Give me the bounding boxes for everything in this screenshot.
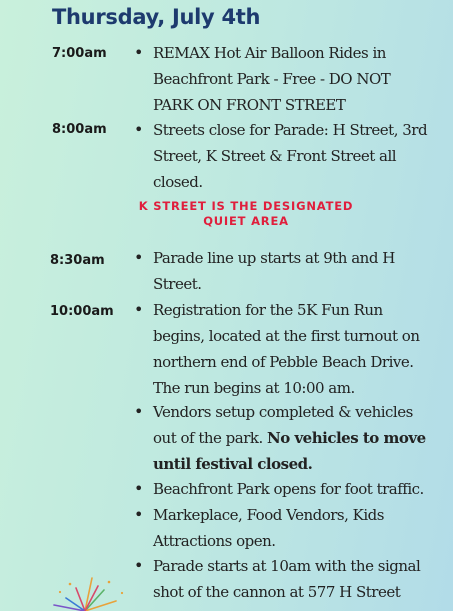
bullet-icon: •	[134, 479, 144, 498]
list-item-text: Parade starts at 10am with the signal shot of the cannon at 577 H Street	[153, 557, 421, 601]
time-label: 8:30am	[50, 253, 105, 268]
notice-line: K STREET IS THE DESIGNATED	[138, 199, 354, 213]
bullet-icon: •	[134, 300, 144, 319]
list-item-text: Beachfront Park opens for foot traffic.	[153, 480, 424, 498]
list-item-text: Parade line up starts at 9th and H Street.	[153, 249, 395, 293]
bullet-icon: •	[134, 402, 144, 421]
list-item	[134, 40, 434, 118]
list-item-text-regular: Vendors setup completed & vehicles out of the park.	[153, 403, 413, 447]
list-item-text: REMAX Hot Air Balloon Rides in Beachfront Park - Free - DO NOT PARK ON FRONT STREET	[153, 44, 391, 114]
time-label: 8:00am	[52, 122, 107, 137]
bullet-icon: •	[134, 248, 144, 267]
list-item	[134, 117, 434, 195]
page-title: Thursday, July 4th	[52, 5, 261, 29]
list-item	[134, 502, 434, 554]
list-item	[134, 399, 434, 477]
list-item-text-bold: No vehicles to move until festival closed.	[153, 429, 426, 473]
list-item-text: Registration for the 5K Fun Run begins, located at the first turnout on northern end of Pebble Beach Drive. The run begins at 10:00 am.	[153, 301, 420, 397]
bullet-icon: •	[134, 505, 144, 524]
notice-line: QUIET AREA	[203, 214, 289, 228]
bullet-icon: •	[134, 120, 144, 139]
bullet-icon: •	[134, 556, 144, 575]
list-item-text: Streets close for Parade: H Street, 3rd Street, K Street & Front Street all closed.	[153, 121, 428, 191]
list-item	[134, 476, 434, 502]
list-item-text: Markeplace, Food Vendors, Kids Attractions open.	[153, 506, 384, 550]
fireworks-icon	[30, 574, 140, 611]
list-item	[134, 553, 434, 605]
quiet-area-notice	[110, 199, 382, 229]
bullet-icon: •	[134, 43, 144, 62]
list-item	[134, 245, 434, 297]
time-label: 7:00am	[52, 46, 107, 61]
list-item-text	[153, 399, 434, 477]
time-label: 10:00am	[50, 304, 114, 319]
list-item	[134, 297, 434, 401]
